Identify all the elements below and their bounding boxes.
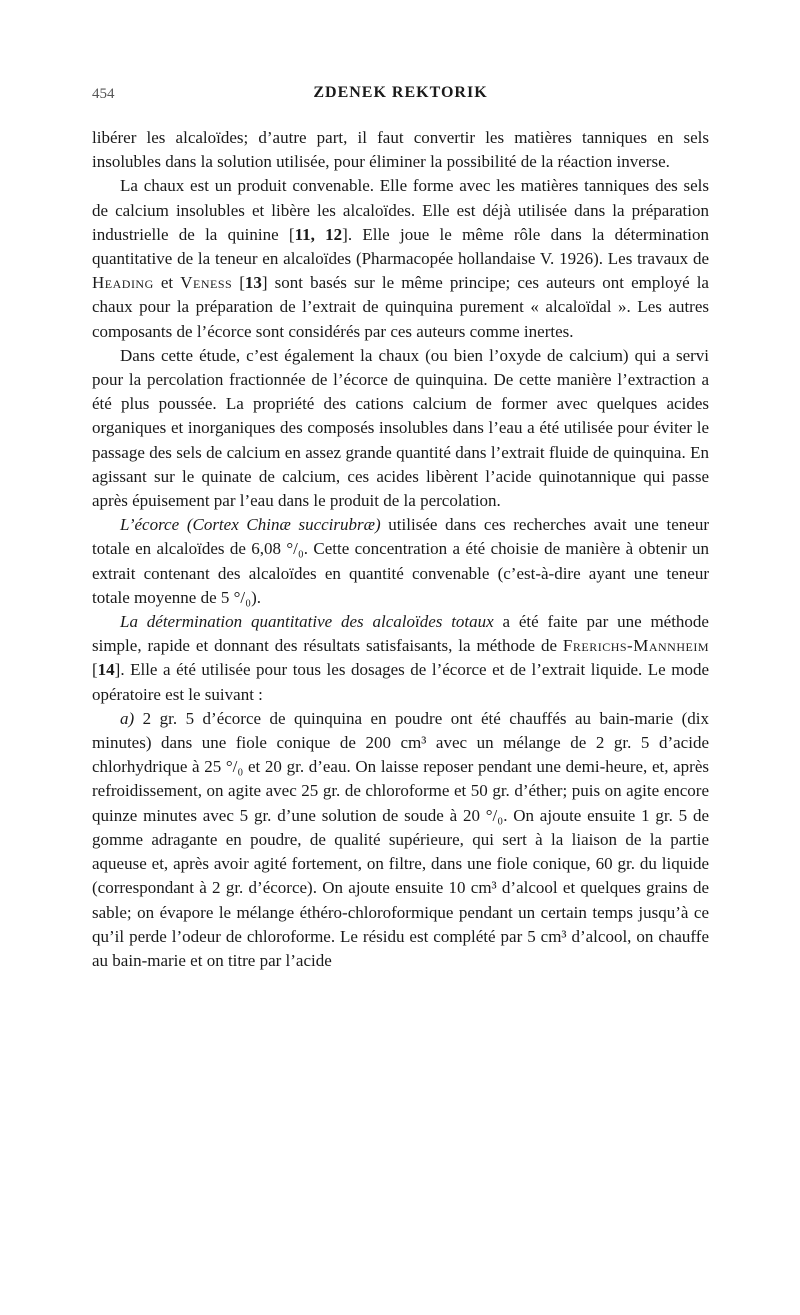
paragraph xyxy=(92,610,709,707)
running-title: ZDENEK REKTORIK xyxy=(313,84,488,101)
text-run: [ xyxy=(92,660,98,680)
text-run-bold: 13 xyxy=(244,273,262,293)
page-header xyxy=(92,84,709,110)
paragraph xyxy=(92,707,709,973)
text-run: 2 gr. 5 d’écorce de quinquina en poudre ont été chauffés au bain-marie (dix minutes) dans une fiole conique de 200 cm³ avec un mélange de 2 gr. 5 d’acide chlorhydrique à 25 °/₀ et 20 gr. d’eau. On laisse reposer pendant une demi-heure, et, après refroidissement, on agite avec 25 gr. de chloroforme et 50 gr. d’éther; puis on agite encore quinze minutes avec 5 gr. d’une solution de soude à 20 °/₀. On ajoute ensuite 1 gr. 5 de gomme adragante en poudre, de qualité supérieure, qui sert à la liaison de la partie aqueuse et, après avoir agité fortement, on filtre, dans une fiole conique, 60 gr. du liquide (correspondant à 2 gr. d’écorce). On ajoute ensuite 10 cm³ d’alcool et quelques grains de sable; on évapore le mélange éthéro-chloroformique pendant un certain temps jusqu’à ce qu’il perde l’odeur de chloroforme. Le résidu est complété par 5 cm³ d’alcool, on chauffe au bain-marie et on titre par l’acide xyxy=(92,708,709,970)
body-text xyxy=(92,126,709,973)
text-run: libérer les alcaloïdes; d’autre part, il faut convertir les matières tanniques en sels insolubles dans la solution utilisée, pour éliminer la possibilité de la réaction inverse. xyxy=(92,128,709,172)
text-run-italic: La détermination quantitative des alcaloïdes totaux xyxy=(120,612,494,632)
paragraph xyxy=(92,344,709,513)
text-run-bold: 14 xyxy=(97,660,115,680)
page-number: 454 xyxy=(92,86,115,102)
text-run: et xyxy=(153,273,181,293)
text-run: ]. Elle a été utilisée pour tous les dosages de l’écorce et de l’extrait liquide. Le mode opératoire est le suivant : xyxy=(92,660,709,704)
page xyxy=(92,84,709,973)
text-run-smallcaps: Heading xyxy=(92,273,154,293)
text-run: Dans cette étude, c’est également la chaux (ou bien l’oxyde de calcium) qui a servi pour la percolation fractionnée de l’écorce de quinquina. De cette manière l’extraction a été plus poussée. La propriété des cations calcium de former avec quelques acides organiques et inorganiques des composés insolubles dans l’eau a été utilisée pour éviter le passage des sels de calcium en assez grande quantité dans l’extrait fluide de quinquina. En agissant sur le quinate de calcium, ces acides libèrent l’acide quinotannique qui passe après épuisement par l’eau dans le produit de la percolation. xyxy=(92,345,709,511)
text-run: La chaux est un produit convenable. Elle forme avec les matières tanniques des sels de calcium insolubles et libère les alcaloïdes. Elle est déjà utilisée dans la préparation industrielle de la quinine [ xyxy=(92,176,709,244)
text-run-italic: a) xyxy=(120,708,135,728)
text-run: utilisée dans ces recherches avait une teneur totale en alcaloïdes de 6,08 °/₀. Cette concentration a été choisie de manière à obtenir un extrait contenant des alcaloïdes en quantité convenable (c’est-à-dire ayant une teneur totale moyenne de 5 °/₀). xyxy=(92,515,709,607)
text-run: ] sont basés sur le même principe; ces auteurs ont employé la chaux pour la préparation de l’extrait de quinquina purement « alcaloïdal ». Les autres composants de l’écorce sont considérés par ces auteurs comme inertes. xyxy=(92,273,709,341)
text-run: ]. Elle joue le même rôle dans la détermination quantitative de la teneur en alcaloïdes (Pharmacopée hollandaise V. 1926). Les travaux de xyxy=(92,224,710,269)
paragraph xyxy=(92,174,709,343)
paragraph xyxy=(92,126,709,174)
text-run-italic: L’écorce (Cortex Chinæ succirubræ) xyxy=(120,515,381,535)
text-run-smallcaps: Frerichs-Mannheim xyxy=(562,636,709,656)
paragraph xyxy=(92,513,709,610)
text-run-smallcaps: Veness xyxy=(180,273,233,293)
text-run: [ xyxy=(232,273,245,293)
text-run: a été faite par une méthode simple, rapide et donnant des résultats satisfaisants, la méthode de xyxy=(92,612,709,656)
text-run-bold: 11, 12 xyxy=(294,224,343,244)
